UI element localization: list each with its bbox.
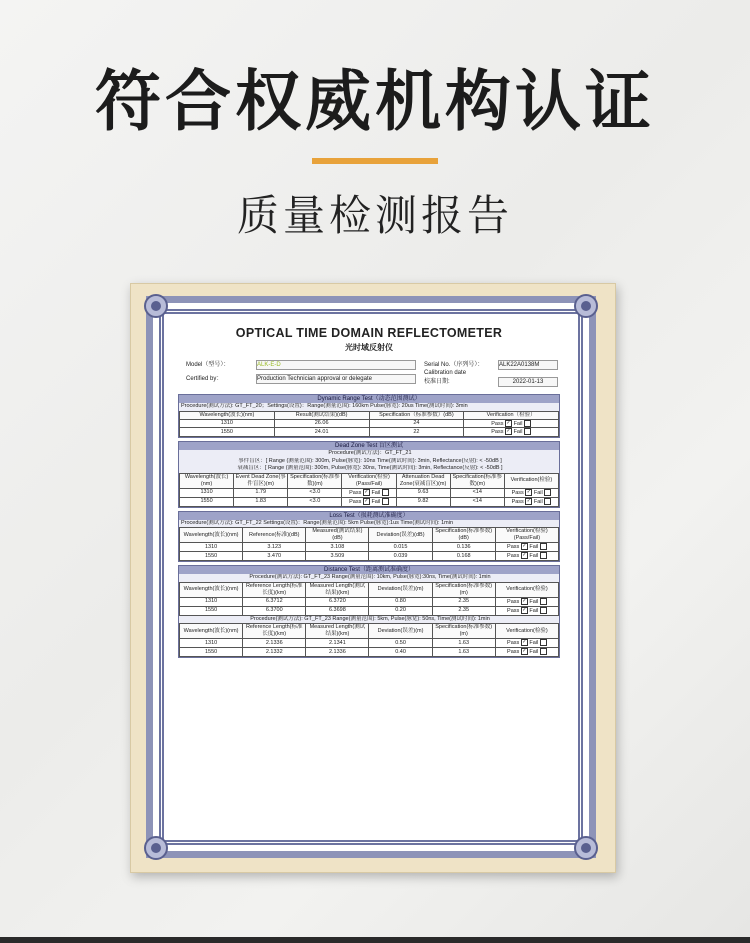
col-header: Verification（检验） [464,411,559,419]
pass-label: Pass [507,544,520,551]
cell: 0.015 [369,543,432,552]
cell: 0.168 [432,552,495,561]
cell: 1310 [180,597,243,606]
table-row [180,648,559,657]
verification-cell [504,488,558,497]
checkbox-checked-icon: ✓ [526,497,531,504]
cell: 1310 [180,419,275,428]
checkbox-checked-icon: ✓ [522,543,527,550]
cell: <14 [450,488,504,497]
model-value: ALK-E-D [256,360,416,370]
page-headline: 符合权威机构认证 [95,63,655,140]
checkbox-empty-icon [540,552,547,559]
serial-value: ALK22A0138M [498,360,558,370]
distance-section [178,565,560,658]
report-meta [178,359,560,391]
cell: <3.0 [288,488,342,497]
model-label: Model（型号）： [186,362,230,368]
cell: 3.108 [306,543,369,552]
ornament-icon [573,293,599,319]
section-header: Dead Zone Test 盲区测试 [179,442,559,450]
checkbox-empty-icon [524,428,531,435]
cell: 0.136 [432,543,495,552]
col-header: Specification(标准参数)(m) [450,473,504,488]
checkbox-empty-icon [540,598,547,605]
section-header: Loss Test（损耗测试准确度） [179,512,559,520]
checkbox-checked-icon: ✓ [506,428,511,435]
verification-cell [495,606,558,615]
checkbox-checked-icon: ✓ [522,552,527,559]
cell: 2.1332 [243,648,306,657]
fail-label: Fail [529,607,539,614]
col-header: Deviation(误差)(m) [369,582,432,597]
col-header: Verification(检验) [495,582,558,597]
fail-label: Fail [529,649,539,656]
cell: 6.3720 [306,597,369,606]
checkbox-empty-icon [540,607,547,614]
col-header: Result(测试结果)(dB) [274,411,369,419]
cell: 2.1336 [243,639,306,648]
table-row [180,497,559,506]
cell: 3.123 [243,543,306,552]
cell: 24 [369,419,464,428]
procedure-line: Procedure(测试方法): GT_FT_20；Settings(设置)：Range(测量范围): 160km Pulse(脉宽): 20us Time(测试时间): 3min [179,403,559,411]
verification-cell [342,497,396,506]
cell: 2.35 [432,597,495,606]
dead-zone-section [178,441,560,507]
col-header: Reference Length(标准长度)(km) [243,624,306,639]
cell: 1550 [180,428,275,437]
checkbox-empty-icon [540,543,547,550]
cell: 1.83 [234,497,288,506]
verification-cell [495,648,558,657]
checkbox-checked-icon: ✓ [364,497,369,504]
cell: 1550 [180,497,234,506]
procedure-line: 事件盲区：[ Range (测量范围): 300m, Pulse(脉宽): 10ns Time(测试时间): 3min, Reflectance(反射): < -50dB ] [179,458,559,466]
serial-label: Serial No.（序列号）： [424,362,484,368]
cell: <3.0 [288,497,342,506]
pass-label: Pass [491,429,504,436]
table-header-row [180,411,559,419]
col-header: Measured(测试结果)(dB) [306,528,369,543]
col-header: Measured Length(测试结果)(km) [306,624,369,639]
ornament-icon [143,293,169,319]
procedure-line: 衰减盲区：[ Range (测量范围): 300m, Pulse(脉宽): 30ns, Time(测试时间): 3min, Reflectance(反射): < -50dB ] [179,465,559,473]
calibration-value: 2022-01-13 [498,377,558,387]
col-header: Event Dead Zone(事件盲区)(m) [235,473,286,487]
cell: <14 [450,497,504,506]
table-row [180,639,559,648]
table-header-row [180,473,559,488]
fail-label: Fail [371,498,381,505]
col-header: Wavelength(波长)(nm) [180,582,243,597]
procedure-line: Procedure(测试方法)：GT_FT_21 [179,450,559,458]
cell: 2.35 [432,606,495,615]
col-header: Specification(标准参数)(m) [432,624,495,639]
verification-cell [495,552,558,561]
cell: 1310 [180,543,243,552]
col-header: Specification(标准参数)(m) [432,582,495,597]
col-header: Wavelength(波长)(nm) [180,528,243,543]
col-header: Verification(检验)(Pass/Fail) [342,473,396,488]
cell: 0.50 [369,639,432,648]
table-row [180,597,559,606]
checkbox-checked-icon: ✓ [364,488,369,495]
certified-label: Certified by： [186,376,223,382]
cell: 0.40 [369,648,432,657]
cell: 1550 [180,552,243,561]
pass-label: Pass [349,498,362,505]
calibration-label: Calibration date [424,370,467,376]
cell: 6.3700 [243,606,306,615]
ornament-icon [573,835,599,861]
cell: 0.20 [369,606,432,615]
col-header: Reference Length(标准长度)(km) [243,582,306,597]
col-header: Verification(检验) [504,473,558,488]
certified-value: Production Technician approval or delegate [256,374,416,384]
page-subheadline: 质量检测报告 [236,191,513,240]
checkbox-empty-icon [382,489,389,496]
table-row [180,428,559,437]
pass-label: Pass [507,607,520,614]
col-header: Deviation(误差)(dB) [369,528,432,543]
fail-label: Fail [529,553,539,560]
report-subtitle: 光时域反射仪 [345,343,393,352]
procedure-line: Procedure(测试方法): GT_FT_22 Settings(设置)：Range(测量范围): 5km Pulse(脉宽):1us Time(测试时间): 1min [179,520,559,528]
col-header: Attenuation Dead Zone(衰减盲区)(m) [396,473,450,488]
cell: 1550 [180,606,243,615]
calibration-label-cn: 校准日期: [424,379,450,385]
table-row [180,552,559,561]
cell: 0.039 [369,552,432,561]
cell: 1.63 [432,639,495,648]
fail-label: Fail [533,498,543,505]
cell: 1.63 [432,648,495,657]
fail-label: Fail [529,598,539,605]
col-header: Wavelength(波长)(nm) [180,473,234,488]
cell: 1550 [180,648,243,657]
loss-section [178,511,560,562]
col-header: Reference(标准)(dB) [243,528,306,543]
fail-label: Fail [513,429,523,436]
accent-underline [312,158,438,164]
bottom-bar [0,937,750,943]
table-row [180,488,559,497]
checkbox-checked-icon: ✓ [522,606,527,613]
verification-cell [495,543,558,552]
fail-label: Fail [533,489,543,496]
cell: 22 [369,428,464,437]
col-header: Measured Length(测试结果)(km) [306,582,369,597]
fail-label: Fail [529,640,539,647]
cell: 2.1336 [306,648,369,657]
pass-label: Pass [507,598,520,605]
pass-label: Pass [507,640,520,647]
checkbox-empty-icon [540,639,547,646]
report-title: OPTICAL TIME DOMAIN REFLECTOMETER [235,326,503,340]
distance-table-1 [179,582,559,616]
loss-table [179,527,559,561]
checkbox-checked-icon: ✓ [506,419,511,426]
cell: 9.63 [396,488,450,497]
ornament-icon [143,835,169,861]
verification-cell [464,419,559,428]
col-header: Deviation(误差)(m) [369,624,432,639]
cell: 3.470 [243,552,306,561]
pass-label: Pass [349,489,362,496]
table-header-row [180,582,559,597]
distance-table-2 [179,623,559,657]
checkbox-empty-icon [524,420,531,427]
checkbox-empty-icon [540,648,547,655]
cell: 2.1341 [306,639,369,648]
table-row [180,606,559,615]
section-header: Dynamic Range Test（动态范围测试） [179,395,559,403]
table-row [180,543,559,552]
table-header-row [180,624,559,639]
verification-cell [464,428,559,437]
cell: 1310 [180,488,234,497]
procedure-line: Procedure(测试方法): GT_FT_23 Range(测量范围): 5km, Pulse(脉宽): 50ns, Time(测试时间): 1min [179,616,559,624]
col-header: Verification(检验) [495,624,558,639]
verification-cell [495,597,558,606]
section-header: Distance Test（距离测试准确度） [179,566,559,574]
pass-label: Pass [511,489,524,496]
cell: 3.509 [306,552,369,561]
col-header: Wavelength(波长)(nm) [180,411,275,419]
pass-label: Pass [507,553,520,560]
dead-zone-table [179,473,559,507]
col-header: Specification(标准参数)(m) [288,473,342,488]
col-header: Specification(标准参数)(dB) [432,528,495,543]
cell: 26.06 [274,419,369,428]
cell: 1310 [180,639,243,648]
fail-label: Fail [371,489,381,496]
table-row [180,419,559,428]
cell: 24.01 [274,428,369,437]
checkbox-empty-icon [382,498,389,505]
dynamic-range-section [178,394,560,438]
checkbox-checked-icon: ✓ [526,488,531,495]
checkbox-checked-icon: ✓ [522,597,527,604]
checkbox-empty-icon [544,489,551,496]
test-report [178,326,560,658]
col-header: Specification（标准参数）(dB) [369,411,464,419]
cell: 1.79 [234,488,288,497]
verification-cell [504,497,558,506]
verification-cell [342,488,396,497]
col-header: Wavelength(波长)(nm) [180,624,243,639]
dynamic-range-table [179,411,559,438]
procedure-line: Procedure(测试方法): GT_FT_23 Range(测量范围): 10km, Pulse(脉宽):30ns, Time(测试时间): 1min [179,574,559,582]
table-header-row [180,528,559,543]
fail-label: Fail [529,544,539,551]
checkbox-checked-icon: ✓ [522,648,527,655]
cell: 0.80 [369,597,432,606]
pass-label: Pass [491,420,504,427]
pass-label: Pass [511,498,524,505]
checkbox-checked-icon: ✓ [522,639,527,646]
checkbox-empty-icon [544,498,551,505]
cell: 6.3698 [306,606,369,615]
pass-label: Pass [507,649,520,656]
verification-cell [495,639,558,648]
col-header: Verification(检验)(Pass/Fail) [495,528,558,543]
fail-label: Fail [513,420,523,427]
cell: 9.82 [396,497,450,506]
cell: 6.3712 [243,597,306,606]
